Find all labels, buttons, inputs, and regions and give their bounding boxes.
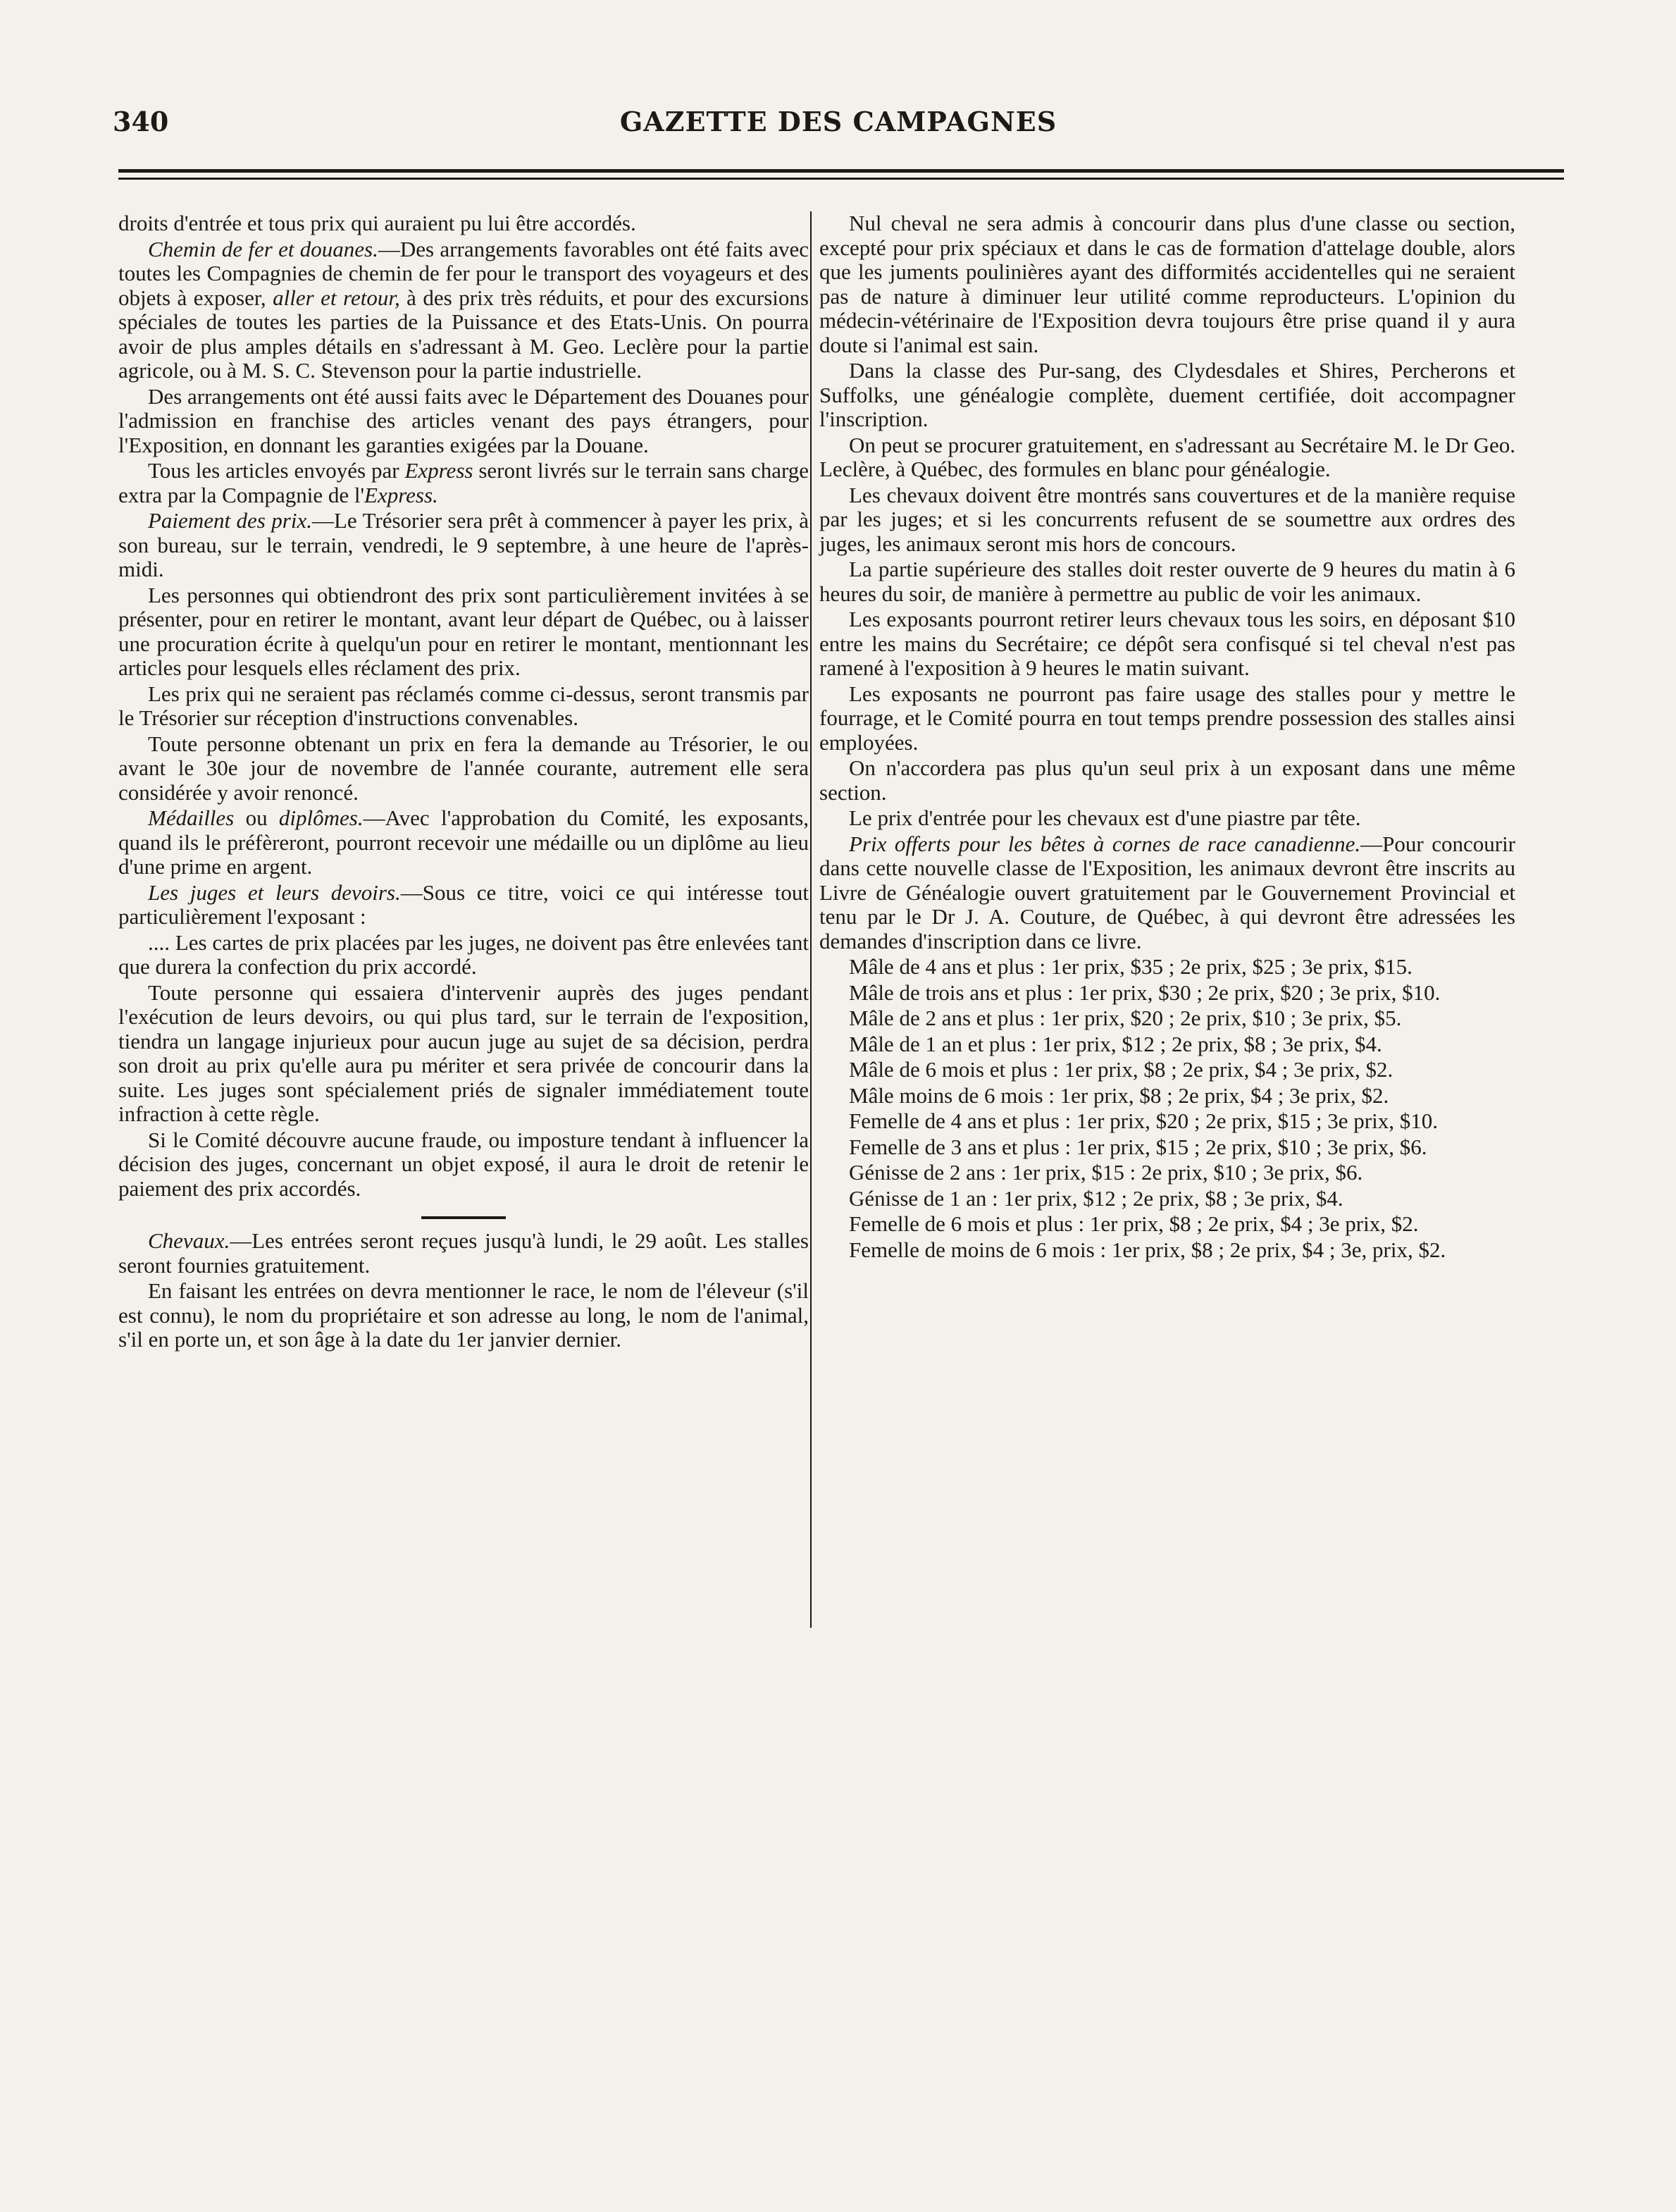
prize-line: Mâle moins de 6 mois : 1er prix, $8 ; 2e prix, $4 ; 3e prix, $2. — [849, 1082, 1389, 1108]
paragraph: On n'accordera pas plus qu'un seul prix à un exposant dans une même section. — [819, 755, 1515, 805]
prize-line: Femelle de 3 ans et plus : 1er prix, $15 ; 2e prix, $10 ; 3e prix, $6. — [849, 1134, 1427, 1159]
prize-line: Mâle de 2 ans et plus : 1er prix, $20 ; 2e prix, $10 ; 3e prix, $5. — [849, 1006, 1402, 1030]
page-header — [113, 106, 1564, 141]
prize-line: Femelle de moins de 6 mois : 1er prix, $8 ; 2e prix, $4 ; 3e, prix, $2. — [849, 1237, 1446, 1262]
paragraph: Les prix qui ne seraient pas réclamés comme ci-dessus, seront transmis par le Trésorier sur réception d'instructions convenables. — [118, 681, 809, 730]
prize-line: Mâle de 4 ans et plus : 1er prix, $35 ; 2e prix, $25 ; 3e prix, $15. — [849, 954, 1413, 979]
paragraph: Les exposants ne pourront pas faire usage des stalles pour y mettre le fourrage, et le Comité pourra en tout temps prendre possession des stalles ainsi employées. — [819, 681, 1515, 755]
section-lead: Médailles — [148, 805, 235, 830]
paragraph-chevaux: Chevaux.—Les entrées seront reçues jusqu'à lundi, le 29 août. Les stalles seront fournies gratuitement. — [118, 1228, 809, 1278]
paragraph-chemin-de-fer: Chemin de fer et douanes.—Des arrangements favorables ont été faits avec toutes les Compagnies de chemin de fer pour le transport des voyageurs et des objets à exposer, aller et retour, à des prix très réduits, et pour des excursions spéciales de toutes les parties de la Puissance et des Etats-Unis. On pourra avoir de plus amples détails en s'adressant à M. Geo. Leclère pour la partie agricole, ou à M. S. C. Stevenson pour la partie industrielle. — [118, 236, 809, 383]
paragraph: La partie supérieure des stalles doit rester ouverte de 9 heures du matin à 6 heures du soir, de manière à permettre au public de voir les animaux. — [819, 557, 1515, 606]
left-column — [118, 211, 809, 1354]
paragraph: Les exposants pourront retirer leurs chevaux tous les soirs, en déposant $10 entre les mains du Secrétaire; ce dépôt sera confisqué si tel cheval n'est pas ramené à l'exposition à 9 heures le matin suivant. — [819, 607, 1515, 680]
section-lead: Prix offerts pour les bêtes à cornes de race canadienne. — [849, 831, 1361, 856]
paragraph: Si le Comité découvre aucune fraude, ou imposture tendant à influencer la décision des juges, concernant un objet exposé, il aura le droit de retenir le paiement des prix accordés. — [118, 1127, 809, 1201]
paragraph: En faisant les entrées on devra mentionner le race, le nom de l'éleveur (s'il est connu), le nom du propriétaire et son adresse au long, le nom de l'animal, s'il en porte un, et son âge à la date du 1er janvier dernier. — [118, 1278, 809, 1352]
section-lead: Paiement des prix. — [148, 508, 312, 533]
prize-line: Mâle de 6 mois et plus : 1er prix, $8 ; 2e prix, $4 ; 3e prix, $2. — [849, 1057, 1393, 1082]
column-divider — [810, 211, 812, 1628]
paragraph: .... Les cartes de prix placées par les juges, ne doivent pas être enlevées tant que durera la confection du prix accordé. — [118, 929, 809, 979]
paragraph: Le prix d'entrée pour les chevaux est d'une piastre par tête. — [849, 805, 1361, 830]
paragraph: Tous les articles envoyés par Express seront livrés sur le terrain sans charge extra par la Compagnie de l'Express. — [118, 458, 809, 507]
paragraph-juges: Les juges et leurs devoirs.—Sous ce titre, voici ce qui intéresse tout particulièrement l'exposant : — [118, 879, 809, 929]
section-lead: Les juges et leurs devoirs. — [148, 879, 401, 905]
paragraph: Nul cheval ne sera admis à concourir dans plus d'une classe ou section, excepté pour prix spéciaux et dans le cas de formation d'attelage double, alors que les juments poulinières ayant des difformités accidentelles qui ne seraient pas de nature à diminuer leur utilité comme reproducteurs. L'opinion du médecin-vétérinaire de l'Exposition devra toujours être prise quand il y aura doute si l'animal est sain. — [819, 211, 1515, 357]
paragraph: Toute personne qui essaiera d'intervenir auprès des juges pendant l'exécution de leurs devoirs, ou qui plus tard, sur le terrain de l'exposition, tiendra un langage injurieux pour aucun juge au sujet de sa décision, perdra son droit au prix qu'elle aura pu mériter et sera privée de concourir dans la suite. Les juges sont spécialement priés de signaler immédiatement toute infraction à cette règle. — [118, 980, 809, 1126]
prize-line: Mâle de trois ans et plus : 1er prix, $30 ; 2e prix, $20 ; 3e prix, $10. — [849, 980, 1441, 1005]
prize-line: Mâle de 1 an et plus : 1er prix, $12 ; 2e prix, $8 ; 3e prix, $4. — [849, 1031, 1382, 1056]
section-divider — [421, 1216, 506, 1219]
section-lead: Chemin de fer et douanes. — [148, 236, 378, 261]
paragraph-prix-betes-a-cornes: Prix offerts pour les bêtes à cornes de race canadienne.—Pour concourir dans cette nouvelle classe de l'Exposition, les animaux devront être inscrits au Livre de Généalogie ouvert gratuitement par le Gouvernement Provincial et tenu par le Dr J. A. Couture, de Québec, à qui devront être adressées les demandes d'inscription dans ce livre. — [819, 831, 1516, 953]
page-number: 340 — [113, 106, 169, 137]
paragraph: Dans la classe des Pur-sang, des Clydesdales et Shires, Percherons et Suffolks, une généalogie complète, duement certifiée, doit accompagner l'inscription. — [819, 358, 1515, 431]
paragraph: Les chevaux doivent être montrés sans couvertures et de la manière requise par les juges; et si les concurrents refusent de se soumettre aux ordres des juges, les animaux seront mis hors de concours. — [819, 482, 1515, 556]
prize-line: Femelle de 6 mois et plus : 1er prix, $8 ; 2e prix, $4 ; 3e prix, $2. — [849, 1211, 1419, 1236]
paragraph: On peut se procurer gratuitement, en s'adressant au Secrétaire M. le Dr Geo. Leclère, à Québec, des formules en blanc pour généalogie. — [819, 432, 1515, 481]
header-rule-thin — [118, 178, 1564, 180]
paragraph-medailles: Médailles ou diplômes.—Avec l'approbation du Comité, les exposants, quand ils le préfèreront, pourront recevoir une médaille ou un diplôme au lieu d'une prime en argent. — [118, 805, 809, 879]
paragraph-paiement: Paiement des prix.—Le Trésorier sera prêt à commencer à payer les prix, à son bureau, sur le terrain, vendredi, le 9 septembre, à une heure de l'après-midi. — [118, 508, 809, 581]
section-lead: Chevaux. — [148, 1228, 230, 1253]
prize-line: Génisse de 1 an : 1er prix, $12 ; 2e prix, $8 ; 3e prix, $4. — [849, 1185, 1343, 1211]
paragraph: Toute personne obtenant un prix en fera la demande au Trésorier, le ou avant le 30e jour de novembre de l'année courante, autrement elle sera considérée y avoir renoncé. — [118, 731, 809, 805]
right-column — [819, 211, 1515, 1263]
page-title: GAZETTE DES CAMPAGNES — [619, 106, 1057, 137]
header-rule-thick — [118, 169, 1564, 173]
paragraph: Des arrangements ont été aussi faits avec le Département des Douanes pour l'admission en franchise des articles venant des pays étrangers, pour l'Exposition, en donnant les garanties exigées par la Douane. — [118, 383, 809, 457]
paragraph: droits d'entrée et tous prix qui auraient pu lui être accordés. — [118, 211, 636, 235]
prize-line: Génisse de 2 ans : 1er prix, $15 : 2e prix, $10 ; 3e prix, $6. — [849, 1160, 1363, 1185]
prize-line: Femelle de 4 ans et plus : 1er prix, $20 ; 2e prix, $15 ; 3e prix, $10. — [849, 1108, 1438, 1133]
paragraph: Les personnes qui obtiendront des prix sont particulièrement invitées à se présenter, pour en retirer le montant, avant leur départ de Québec, ou à laisser une procuration écrite à quelqu'un pour en retirer le montant, mentionnant les articles pour lesquels elles réclament des prix. — [118, 582, 809, 680]
